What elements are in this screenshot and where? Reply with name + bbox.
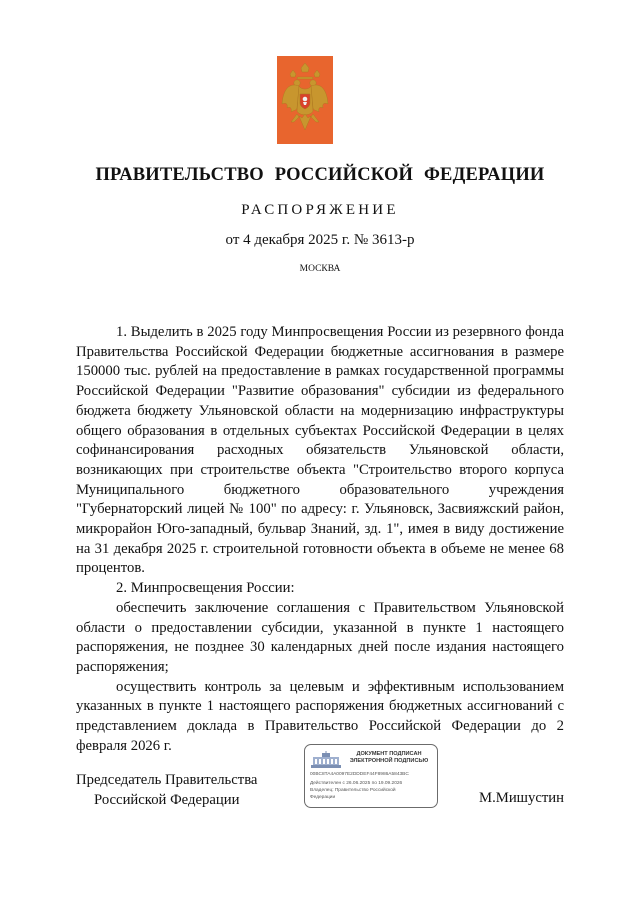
city: МОСКВА <box>299 264 341 274</box>
signatory-position-line2: Российской Федерации <box>94 791 240 808</box>
document-body <box>76 323 564 756</box>
signatory-position-line1: Председатель Правительства <box>76 772 258 788</box>
signatory-position <box>76 771 257 810</box>
stamp-title-line2: ЭЛЕКТРОННОЙ ПОДПИСЬЮ <box>349 758 429 764</box>
government-building-icon <box>311 751 341 768</box>
electronic-signature-stamp <box>304 744 438 808</box>
document-type: РАСПОРЯЖЕНИЕ <box>241 202 399 218</box>
paragraph-4: осуществить контроль за целевым и эффективным использованием указанных в пункте 1 настоящего распоряжения бюджетных ассигнований с представлением доклада в Правительство Российской Федерации до 2 февраля 2026 г. <box>76 678 564 754</box>
stamp-validity: Действителен с 26.06.2025 по 19.09.2026 <box>310 781 403 786</box>
stamp-owner-line1: Владелец: Правительство Российской <box>310 788 396 793</box>
stamp-owner-line2: Федерации <box>310 795 336 800</box>
signatory-name: М.Мишустин <box>479 790 564 806</box>
paragraph-2: 2. Минпросвещения России: <box>116 580 295 597</box>
organization-title: ПРАВИТЕЛЬСТВО РОССИЙСКОЙ ФЕДЕРАЦИИ <box>95 165 545 185</box>
coat-of-arms-icon <box>277 56 333 144</box>
stamp-title-line1: ДОКУМЕНТ ПОДПИСАН <box>356 751 422 757</box>
stamp-title <box>343 751 435 765</box>
paragraph-3: обеспечить заключение соглашения с Правительством Ульяновской области о предоставлении субсидии, указанной в пункте 1 настоящего распоряжения, не позднее 30 календарных дней после издания настоящего распоряжения; <box>76 599 564 675</box>
document-date-number: от 4 декабря 2025 г. № 3613-р <box>225 232 415 248</box>
stamp-certificate: 00BC8TA4A0097E2DDDEF44F8986A5843BC <box>310 772 409 777</box>
paragraph-1: 1. Выделить в 2025 году Минпросвещения России из резервного фонда Правительства Российской Федерации бюджетные ассигнования в размере 150000 тыс. рублей на предоставление в рамках государственной программы Российской Федерации "Развитие образования" субсидии из федерального бюджета бюджету Ульяновской области на модернизацию инфраструктуры общего образования в отдельных субъектах Российской Федерации в целях софинансирования расходных обязательств Ульяновской области, возникающих при строительстве объекта "Строительство второго корпуса Муниципального бюджетного образовательного учреждения "Губернаторский лицей № 100" по адресу: г. Ульяновск, Засвияжский район, микрорайон Юго-западный, бульвар Знаний, зд. 1", имея в виду достижение на 31 декабря 2025 г. строительной готовности объекта в объеме не менее 68 процентов. <box>76 324 564 577</box>
